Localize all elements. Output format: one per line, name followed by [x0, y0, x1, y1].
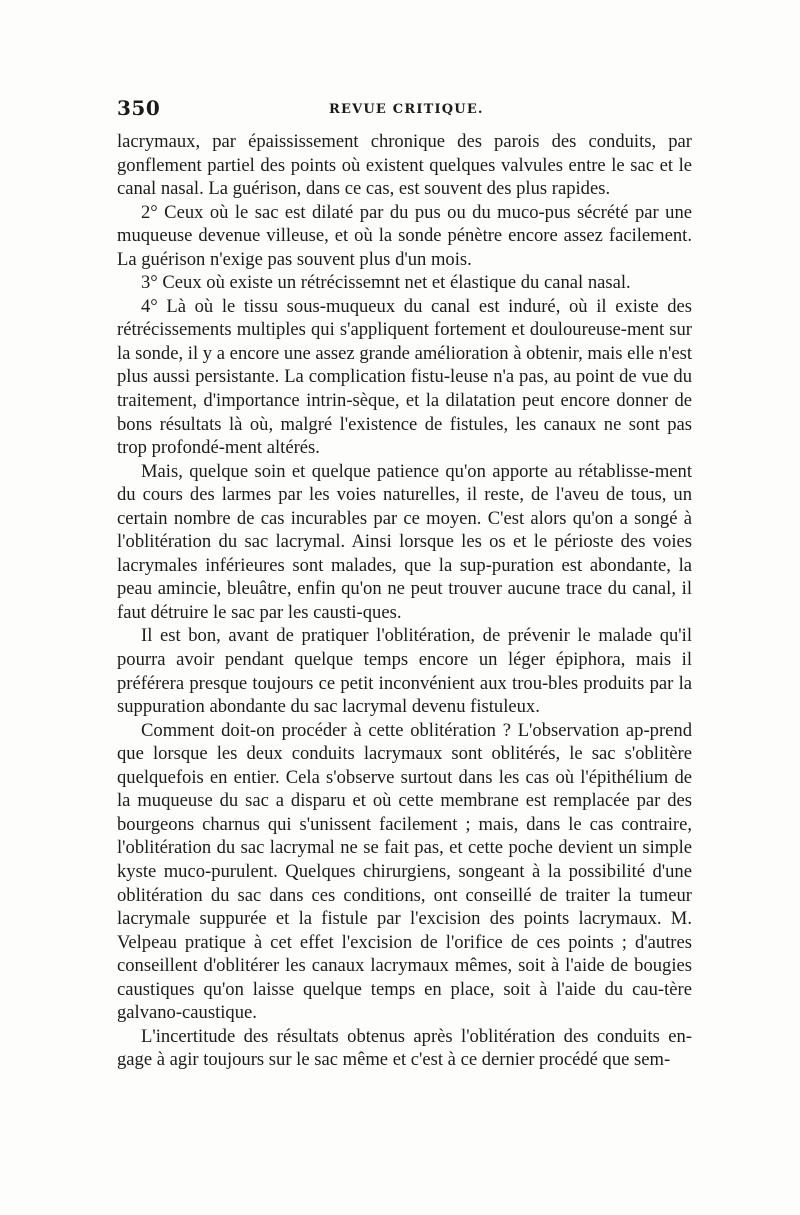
paragraph-item-4: 4° Là où le tissu sous-muqueux du canal est induré, où il existe des rétrécissements multiples qui s'appliquent fortement et douloureuse-ment sur la sonde, il y a encore une assez grande amélioration à obtenir, mais elle n'est plus aussi persistante. La complication fistu-leuse n'a pas, au point de vue du traitement, d'importance intrin-sèque, et la dilatation peut encore donner de bons résultats là où, malgré l'existence de fistules, les canaux ne sont pas trop profondé-ment altérés.	[117, 295, 692, 459]
paragraph-continuation: lacrymaux, par épaississement chronique des parois des conduits, par gonflement partiel des points où existent quelques valvules entre le sac et le canal nasal. La guérison, dans ce cas, est souvent des plus rapides.	[117, 131, 692, 200]
paragraph-item-3: 3° Ceux où existe un rétrécissemnt net et élastique du canal nasal.	[141, 272, 631, 294]
paragraph-warning: Il est bon, avant de pratiquer l'oblitération, de prévenir le malade qu'il pourra avoir pendant quelque temps encore un léger épiphora, mais il préférera presque toujours ce petit inconvénient aux trou-bles produits par la suppuration abondante du sac lacrymal devenu fistuleux.	[117, 625, 692, 718]
body-text	[117, 130, 692, 1072]
page-header	[117, 96, 685, 126]
paragraph-incurable-cases: Mais, quelque soin et quelque patience qu'on apporte au rétablisse-ment du cours des larmes par les voies naturelles, il reste, de l'aveu de tous, un certain nombre de cas incurables par ce moyen. C'est alors qu'on a songé à l'oblitération du sac lacrymal. Ainsi lorsque les os et le périoste des voies lacrymales inférieures sont malades, que la sup-puration est abondante, la peau amincie, bleuâtre, enfin qu'on ne peut trouver aucune trace du canal, il faut détruire le sac par les causti-ques.	[117, 460, 692, 623]
paragraph-item-2: 2° Ceux où le sac est dilaté par du pus ou du muco-pus sécrété par une muqueuse devenue villeuse, et où la sonde pénètre encore assez facilement. La guérison n'exige pas souvent plus d'un mois.	[117, 201, 692, 270]
paragraph-conclusion: L'incertitude des résultats obtenus après l'oblitération des conduits en-gage à agir toujours sur le sac même et c'est à ce dernier procédé que sem-	[117, 1025, 692, 1071]
page-number: 350	[117, 96, 161, 120]
paragraph-procedure: Comment doit-on procéder à cette oblitération ? L'observation ap-prend que lorsque les deux conduits lacrymaux sont oblitérés, le sac s'oblitère quelquefois en entier. Cela s'observe surtout dans les cas où l'épithélium de la muqueuse du sac a disparu et où cette membrane est remplacée par des bourgeons charnus qui s'unissent facilement ; mais, dans le cas contraire, l'oblitération du sac lacrymal ne se fait pas, et cette poche devient un simple kyste muco-purulent. Quelques chirurgiens, songeant à la possibilité d'une oblitération du sac dans ces conditions, ont conseillé de traiter la tumeur lacrymale suppurée et la fistule par l'excision des points lacrymaux. M. Velpeau pratique à cet effet l'excision de l'orifice de ces points ; d'autres conseillent d'oblitérer les canaux lacrymaux mêmes, soit à l'aide de bougies caustiques qu'on laisse quelque temps en place, soit à l'aide du cau-tère galvano-caustique.	[117, 719, 692, 1024]
running-head: REVUE CRITIQUE.	[329, 102, 484, 117]
